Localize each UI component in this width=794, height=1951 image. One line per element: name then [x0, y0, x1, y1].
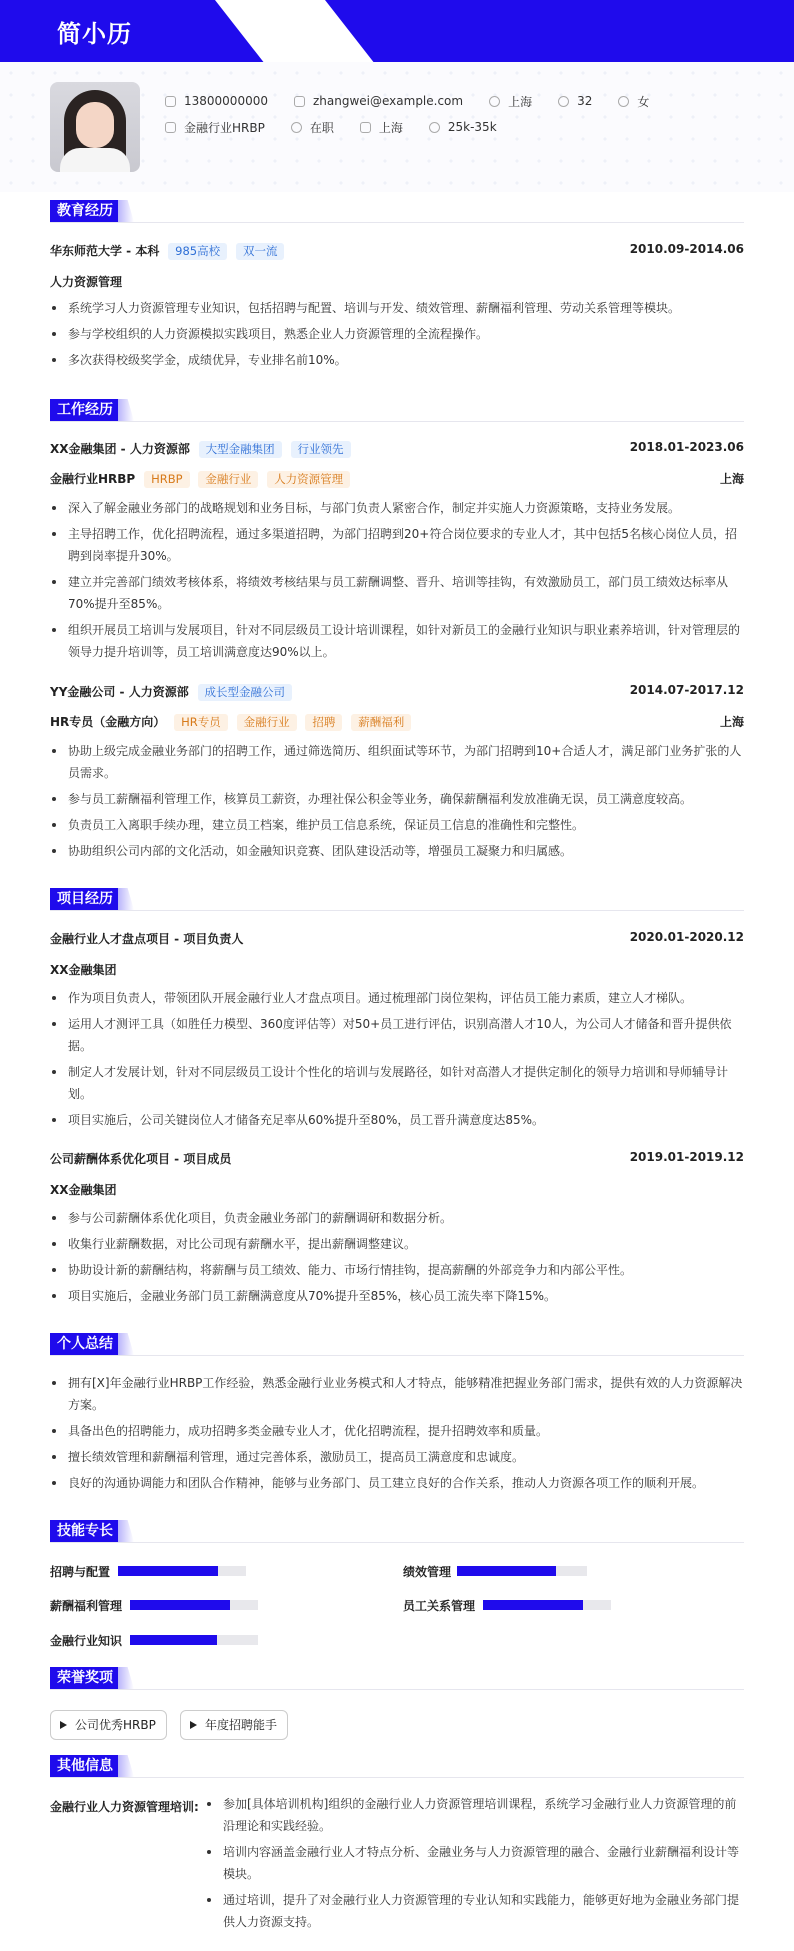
list-item: 负责员工入离职手续办理，建立员工档案，维护员工信息系统，保证员工信息的准确性和完整性。	[50, 814, 744, 836]
project-title: 公司薪酬体系优化项目 - 项目成员	[50, 1152, 232, 1166]
skill-bar-fill	[130, 1600, 230, 1610]
role-tag: 人力资源管理	[267, 471, 350, 488]
work-bullets-1	[50, 497, 744, 667]
play-icon	[60, 1721, 67, 1729]
role-tag: 金融行业	[198, 471, 258, 488]
role-tag: HRBP	[144, 471, 189, 488]
contact-row-2	[165, 118, 497, 136]
list-item: 系统学习人力资源管理专业知识，包括招聘与配置、培训与开发、绩效管理、薪酬福利管理、劳动关系管理等模块。	[50, 297, 744, 319]
company: XX金融集团 - 人力资源部	[50, 442, 190, 456]
section-awards	[50, 1667, 744, 1693]
skill-bar-fill	[457, 1566, 556, 1576]
work-city: 上海	[719, 472, 744, 486]
award-item	[180, 1710, 288, 1740]
role: 金融行业HRBP	[50, 472, 136, 486]
status-icon	[291, 122, 302, 133]
work-bullets-2	[50, 740, 744, 866]
role-tag: HR专员	[174, 714, 228, 731]
list-item: 通过培训，提升了对金融行业人力资源管理的专业认知和实践能力，能够更好地为金融业务部门提供人力资源支持。	[205, 1889, 744, 1933]
role: HR专员（金融方向）	[50, 715, 166, 729]
education-header	[50, 242, 744, 260]
school: 华东师范大学 - 本科	[50, 244, 160, 258]
city-value: 上海	[508, 94, 533, 109]
education-bullets	[50, 297, 744, 375]
list-item: 建立并完善部门绩效考核体系，将绩效考核结果与员工薪酬调整、晋升、培训等挂钩，有效激励员工，部门员工绩效达标率从70%提升至85%。	[50, 571, 744, 615]
salary-value: 25k-35k	[447, 120, 497, 134]
age-icon	[558, 96, 569, 107]
company-tag: 成长型金融公司	[198, 684, 293, 701]
section-work	[50, 399, 744, 425]
list-item: 良好的沟通协调能力和团队合作精神，能够与业务部门、员工建立良好的合作关系，推动人力资源各项工作的顺利开展。	[50, 1472, 744, 1494]
project-bullets-2	[50, 1207, 744, 1311]
gender-value: 女	[637, 94, 650, 109]
work-role-2	[50, 713, 744, 731]
list-item: 运用人才测评工具（如胜任力模型、360度评估等）对50+员工进行评估，识别高潜人才10人，为公司人才储备和晋升提供依据。	[50, 1013, 744, 1057]
contact-row-1	[165, 92, 649, 110]
work-city: 上海	[719, 715, 744, 729]
section-title: 项目经历	[50, 888, 120, 910]
avatar	[50, 82, 140, 172]
work-date: 2018.01-2023.06	[629, 440, 744, 454]
list-item: 项目实施后，公司关键岗位人才储备充足率从60%提升至80%，员工晋升满意度达85%。	[50, 1109, 744, 1131]
company: YY金融公司 - 人力资源部	[50, 685, 189, 699]
section-title: 荣誉奖项	[50, 1667, 120, 1689]
list-item: 参加[具体培训机构]组织的金融行业人力资源管理培训课程，系统学习金融行业人力资源管理的前沿理论和实践经验。	[205, 1793, 744, 1837]
list-item: 收集行业薪酬数据，对比公司现有薪酬水平，提出薪酬调整建议。	[50, 1233, 744, 1255]
skill-name: 员工关系管理	[403, 1599, 476, 1613]
list-item: 培训内容涵盖金融行业人才特点分析、金融业务与人力资源管理的融合、金融行业薪酬福利设计等模块。	[205, 1841, 744, 1885]
other-bullets	[205, 1793, 744, 1937]
work-header-2	[50, 683, 744, 701]
section-summary	[50, 1333, 744, 1359]
age-value: 32	[577, 94, 593, 108]
section-education	[50, 200, 744, 226]
phone-value: 13800000000	[184, 94, 268, 108]
skill-bar-fill	[130, 1635, 217, 1645]
list-item: 主导招聘工作，优化招聘流程，通过多渠道招聘，为部门招聘到20+符合岗位要求的专业人才，其中包括5名核心岗位人员，招聘到岗率提升30%。	[50, 523, 744, 567]
section-skills	[50, 1520, 744, 1546]
skill-name: 金融行业知识	[50, 1634, 123, 1648]
list-item: 协助设计新的薪酬结构，将薪酬与员工绩效、能力、市场行情挂钩，提高薪酬的外部竞争力和内部公平性。	[50, 1259, 744, 1281]
role-tag: 招聘	[305, 714, 342, 731]
award-item	[50, 1710, 167, 1740]
list-item: 组织开展员工培训与发展项目，针对不同层级员工设计培训课程，如针对新员工的金融行业知识与职业素养培训，针对管理层的领导力提升培训等，员工培训满意度达90%以上。	[50, 619, 744, 663]
role-tag: 薪酬福利	[351, 714, 411, 731]
education-date: 2010.09-2014.06	[629, 242, 744, 256]
other-label: 金融行业人力资源管理培训:	[50, 1800, 199, 1814]
company-tag: 大型金融集团	[199, 441, 282, 458]
skill-bar-fill	[118, 1566, 218, 1576]
project-org: XX金融集团	[50, 963, 117, 977]
project-org: XX金融集团	[50, 1183, 117, 1197]
work-role-1	[50, 470, 744, 488]
list-item: 拥有[X]年金融行业HRBP工作经验，熟悉金融行业业务模式和人才特点，能够精准把握业务部门需求，提供有效的人力资源解决方案。	[50, 1372, 744, 1416]
section-other	[50, 1755, 744, 1781]
list-item: 项目实施后，金融业务部门员工薪酬满意度从70%提升至85%，核心员工流失率下降15%。	[50, 1285, 744, 1307]
location-icon	[489, 96, 500, 107]
skill-name: 薪酬福利管理	[50, 1599, 123, 1613]
education-major: 人力资源管理	[50, 275, 123, 289]
work-date: 2014.07-2017.12	[629, 683, 744, 697]
target-job-value: 金融行业HRBP	[184, 120, 265, 135]
play-icon	[190, 1721, 197, 1729]
list-item: 擅长绩效管理和薪酬福利管理，通过完善体系，激励员工，提高员工满意度和忠诚度。	[50, 1446, 744, 1468]
role-tag: 金融行业	[237, 714, 297, 731]
salary-icon	[429, 122, 440, 133]
list-item: 协助上级完成金融业务部门的招聘工作，通过筛选简历、组织面试等环节，为部门招聘到10+合适人才，满足部门业务扩张的人员需求。	[50, 740, 744, 784]
skill-bar	[130, 1635, 258, 1645]
education-tag: 双一流	[236, 243, 285, 260]
gender-icon	[618, 96, 629, 107]
section-title: 技能专长	[50, 1520, 120, 1542]
skill-name: 招聘与配置	[50, 1565, 111, 1579]
award-label: 公司优秀HRBP	[75, 1718, 156, 1732]
section-title: 教育经历	[50, 200, 120, 222]
award-label: 年度招聘能手	[205, 1718, 278, 1732]
list-item: 多次获得校级奖学金，成绩优异，专业排名前10%。	[50, 349, 744, 371]
project-header-1	[50, 930, 744, 947]
email-icon	[294, 96, 305, 107]
project-date: 2020.01-2020.12	[629, 930, 744, 944]
list-item: 作为项目负责人，带领团队开展金融行业人才盘点项目。通过梳理部门岗位架构，评估员工能力素质，建立人才梯队。	[50, 987, 744, 1009]
list-item: 深入了解金融业务部门的战略规划和业务目标，与部门负责人紧密合作，制定并实施人力资源策略，支持业务发展。	[50, 497, 744, 519]
list-item: 参与员工薪酬福利管理工作，核算员工薪资，办理社保公积金等业务，确保薪酬福利发放准确无误，员工满意度较高。	[50, 788, 744, 810]
list-item: 协助组织公司内部的文化活动，如金融知识竞赛、团队建设活动等，增强员工凝聚力和归属感。	[50, 840, 744, 862]
building-icon	[360, 122, 371, 133]
project-date: 2019.01-2019.12	[629, 1150, 744, 1164]
project-bullets-1	[50, 987, 744, 1135]
list-item: 具备出色的招聘能力，成功招聘多类金融专业人才，优化招聘流程，提升招聘效率和质量。	[50, 1420, 744, 1442]
project-title: 金融行业人才盘点项目 - 项目负责人	[50, 932, 244, 946]
skill-bar-fill	[483, 1600, 583, 1610]
candidate-name: 简小历	[57, 20, 132, 48]
phone-icon	[165, 96, 176, 107]
list-item: 参与学校组织的人力资源模拟实践项目，熟悉企业人力资源管理的全流程操作。	[50, 323, 744, 345]
education-tag: 985高校	[168, 243, 227, 260]
skill-bar	[118, 1566, 246, 1576]
email-value: zhangwei@example.com	[312, 94, 464, 108]
header-decoration	[215, 0, 373, 62]
send-icon	[165, 122, 176, 133]
skill-bar	[483, 1600, 611, 1610]
target-city-value: 上海	[378, 120, 403, 135]
summary-bullets	[50, 1372, 744, 1498]
work-header-1	[50, 440, 744, 458]
skill-bar	[457, 1566, 587, 1576]
company-tag: 行业领先	[291, 441, 351, 458]
section-title: 工作经历	[50, 399, 120, 421]
section-title: 其他信息	[50, 1755, 120, 1777]
list-item: 参与公司薪酬体系优化项目，负责金融业务部门的薪酬调研和数据分析。	[50, 1207, 744, 1229]
skill-bar	[130, 1600, 258, 1610]
list-item: 制定人才发展计划，针对不同层级员工设计个性化的培训与发展路径，如针对高潜人才提供定制化的领导力培训和导师辅导计划。	[50, 1061, 744, 1105]
skill-name: 绩效管理	[403, 1565, 452, 1579]
status-value: 在职	[309, 120, 334, 135]
section-title: 个人总结	[50, 1333, 120, 1355]
project-header-2	[50, 1150, 744, 1167]
section-projects	[50, 888, 744, 914]
